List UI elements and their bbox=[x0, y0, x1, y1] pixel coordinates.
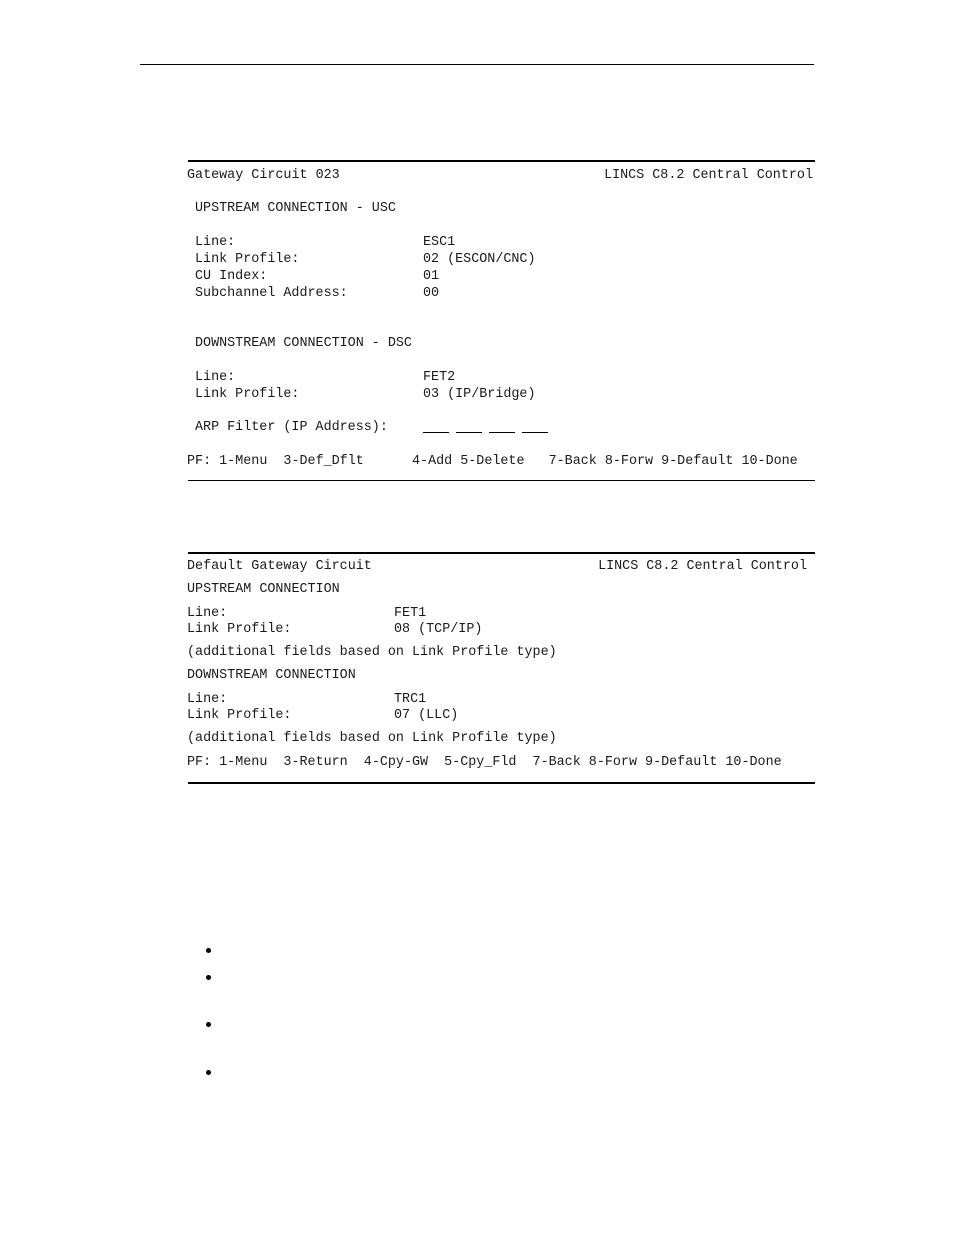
header-rule bbox=[140, 64, 814, 65]
cu-index-label: CU Index: bbox=[195, 269, 268, 284]
screen-bottom-rule bbox=[188, 782, 815, 784]
cu-index-value[interactable]: 01 bbox=[423, 269, 440, 284]
screen-top-rule bbox=[188, 160, 815, 162]
bullet-item bbox=[203, 1016, 213, 1032]
downstream-line-value[interactable]: FET2 bbox=[423, 370, 456, 385]
downstream-line-value[interactable]: TRC1 bbox=[394, 692, 427, 707]
upstream-line-value[interactable]: FET1 bbox=[394, 606, 427, 621]
screen-product-title: LINCS C8.2 Central Control bbox=[604, 168, 813, 183]
bullet-item bbox=[203, 942, 213, 958]
bullet-item bbox=[203, 969, 213, 985]
screen-title: Default Gateway Circuit bbox=[187, 559, 372, 574]
downstream-heading: DOWNSTREAM CONNECTION bbox=[187, 668, 356, 683]
screen-top-rule bbox=[188, 552, 815, 554]
upstream-line-value[interactable]: ESC1 bbox=[423, 235, 456, 250]
pf-key-bar: PF: 1-Menu 3-Return 4-Cpy-GW 5-Cpy_Fld 7-Back 8-Forw 9-Default 10-Done bbox=[187, 755, 782, 770]
downstream-link-profile-label: Link Profile: bbox=[195, 387, 300, 402]
upstream-line-label: Line: bbox=[187, 606, 228, 621]
subchannel-address-label: Subchannel Address: bbox=[195, 286, 348, 301]
default-gateway-circuit-screen bbox=[188, 552, 815, 786]
screen-bottom-rule bbox=[188, 480, 815, 481]
downstream-line-label: Line: bbox=[187, 692, 228, 707]
upstream-link-profile-value[interactable]: 02 (ESCON/CNC) bbox=[423, 252, 536, 267]
arp-filter-ip-input[interactable] bbox=[423, 419, 548, 436]
screen-product-title: LINCS C8.2 Central Control bbox=[598, 559, 807, 574]
gateway-circuit-screen bbox=[188, 160, 815, 484]
ip-octet-3-field[interactable] bbox=[489, 419, 515, 433]
upstream-line-label: Line: bbox=[195, 235, 236, 250]
upstream-heading: UPSTREAM CONNECTION - USC bbox=[195, 201, 396, 216]
upstream-link-profile-label: Link Profile: bbox=[187, 622, 292, 637]
downstream-heading: DOWNSTREAM CONNECTION - DSC bbox=[195, 336, 412, 351]
downstream-link-profile-value[interactable]: 07 (LLC) bbox=[394, 708, 459, 723]
downstream-note: (additional fields based on Link Profile type) bbox=[187, 731, 557, 746]
bullet-item bbox=[203, 1064, 213, 1080]
downstream-link-profile-label: Link Profile: bbox=[187, 708, 292, 723]
downstream-line-label: Line: bbox=[195, 370, 236, 385]
downstream-link-profile-value[interactable]: 03 (IP/Bridge) bbox=[423, 387, 536, 402]
subchannel-address-value[interactable]: 00 bbox=[423, 286, 440, 301]
pf-key-bar: PF: 1-Menu 3-Def_Dflt 4-Add 5-Delete 7-Back 8-Forw 9-Default 10-Done bbox=[187, 454, 798, 469]
screen-title: Gateway Circuit 023 bbox=[187, 168, 340, 183]
arp-filter-label: ARP Filter (IP Address): bbox=[195, 420, 388, 435]
upstream-link-profile-label: Link Profile: bbox=[195, 252, 300, 267]
ip-octet-1-field[interactable] bbox=[423, 419, 449, 433]
upstream-link-profile-value[interactable]: 08 (TCP/IP) bbox=[394, 622, 483, 637]
upstream-note: (additional fields based on Link Profile type) bbox=[187, 645, 557, 660]
upstream-heading: UPSTREAM CONNECTION bbox=[187, 582, 340, 597]
ip-octet-4-field[interactable] bbox=[522, 419, 548, 433]
ip-octet-2-field[interactable] bbox=[456, 419, 482, 433]
